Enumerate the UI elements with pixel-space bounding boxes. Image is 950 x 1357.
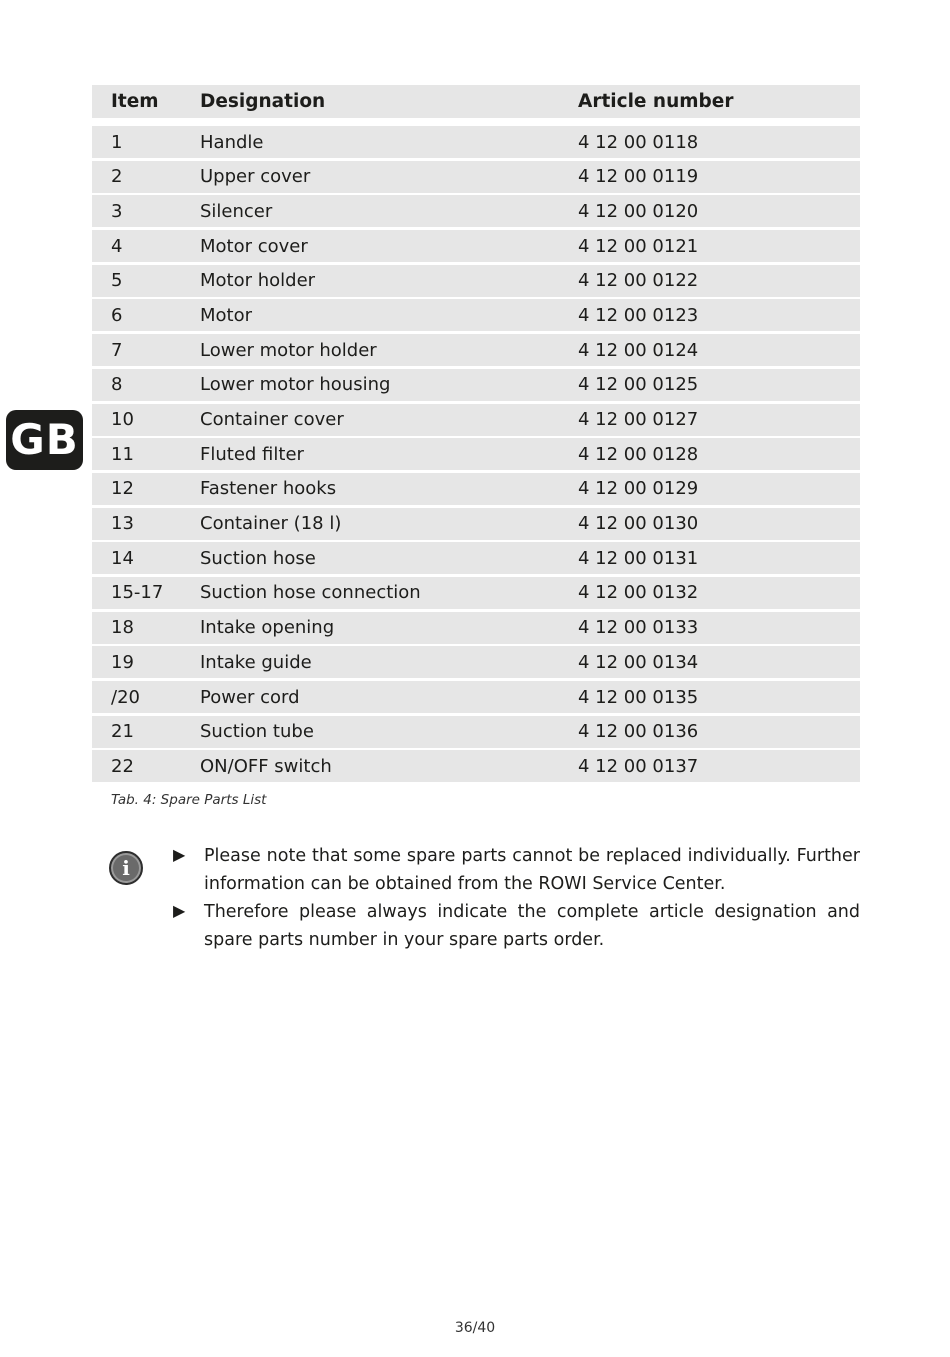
- row-article-number: 4 12 00 0124: [578, 339, 699, 361]
- row-item: 19: [111, 651, 134, 673]
- arrow-bullet-icon: ▶: [173, 901, 186, 920]
- row-designation: Motor holder: [200, 270, 316, 292]
- row-designation: Container (18 l): [200, 513, 342, 535]
- row-item: 5: [111, 270, 123, 292]
- table-row: [92, 612, 860, 644]
- table-row: [92, 750, 860, 782]
- page-number: 36/40: [454, 1320, 496, 1336]
- row-item: 8: [111, 374, 123, 396]
- row-item: 13: [111, 513, 134, 535]
- row-article-number: 4 12 00 0128: [578, 443, 699, 465]
- row-item: 11: [111, 443, 134, 465]
- row-article-number: 4 12 00 0132: [578, 582, 699, 604]
- spare-parts-table: [92, 85, 860, 785]
- row-item: 15-17: [111, 582, 164, 604]
- row-article-number: 4 12 00 0123: [578, 304, 699, 326]
- row-designation: Silencer: [200, 200, 273, 222]
- table-row: [92, 161, 860, 193]
- row-item: 21: [111, 721, 134, 743]
- header-item: Item: [111, 91, 159, 112]
- row-article-number: 4 12 00 0122: [578, 270, 699, 292]
- note-text: Please note that some spare parts cannot be replaced individually. Further information can be obtained from the ROWI Service Center.: [204, 846, 860, 894]
- row-item: 4: [111, 235, 123, 257]
- row-designation: Suction hose: [200, 547, 316, 569]
- row-article-number: 4 12 00 0121: [578, 235, 699, 257]
- table-row: [92, 299, 860, 331]
- table-body: [92, 126, 860, 782]
- row-designation: Suction hose connection: [200, 582, 421, 604]
- row-article-number: 4 12 00 0137: [578, 755, 699, 777]
- arrow-bullet-icon: ▶: [173, 845, 186, 864]
- notes-list: [173, 842, 860, 954]
- row-article-number: 4 12 00 0131: [578, 547, 699, 569]
- table-caption: Tab. 4: Spare Parts List: [111, 792, 267, 808]
- row-article-number: 4 12 00 0119: [578, 166, 699, 188]
- header-designation: Designation: [200, 91, 326, 112]
- row-article-number: 4 12 00 0130: [578, 513, 699, 535]
- row-article-number: 4 12 00 0125: [578, 374, 699, 396]
- row-item: 14: [111, 547, 134, 569]
- note-text: Therefore please always indicate the complete article designation and spare parts number in your spare parts order.: [204, 902, 860, 950]
- row-designation: Motor cover: [200, 235, 308, 257]
- table-row: [92, 126, 860, 158]
- row-item: /20: [111, 686, 140, 708]
- row-item: 2: [111, 166, 123, 188]
- row-article-number: 4 12 00 0135: [578, 686, 699, 708]
- header-article-number: Article number: [578, 91, 734, 112]
- row-designation: Container cover: [200, 409, 344, 430]
- row-article-number: 4 12 00 0133: [578, 617, 699, 639]
- row-designation: Handle: [200, 131, 264, 153]
- row-item: 18: [111, 617, 134, 639]
- row-item: 3: [111, 200, 123, 222]
- row-designation: Intake guide: [200, 651, 312, 673]
- row-item: 10: [111, 409, 134, 430]
- row-designation: ON/OFF switch: [200, 755, 332, 777]
- table-row: [92, 646, 860, 678]
- row-article-number: 4 12 00 0127: [578, 409, 699, 430]
- row-designation: Fluted filter: [200, 443, 304, 465]
- table-row: [92, 404, 860, 436]
- table-row: [92, 681, 860, 713]
- row-article-number: 4 12 00 0120: [578, 200, 699, 222]
- note-item: [173, 842, 860, 898]
- row-designation: Lower motor housing: [200, 374, 391, 396]
- row-designation: Fastener hooks: [200, 478, 337, 500]
- row-article-number: 4 12 00 0118: [578, 131, 699, 153]
- table-row: [92, 265, 860, 297]
- row-article-number: 4 12 00 0136: [578, 721, 699, 743]
- table-header: [92, 85, 860, 118]
- table-row: [92, 369, 860, 401]
- table-row: [92, 230, 860, 262]
- row-article-number: 4 12 00 0134: [578, 651, 699, 673]
- row-designation: Power cord: [200, 686, 300, 708]
- row-designation: Suction tube: [200, 721, 314, 743]
- row-item: 22: [111, 755, 134, 777]
- row-designation: Intake opening: [200, 617, 335, 639]
- row-item: 6: [111, 304, 123, 326]
- table-row: [92, 438, 860, 470]
- language-tab: GB: [6, 410, 83, 470]
- table-row: [92, 508, 860, 540]
- row-designation: Upper cover: [200, 166, 311, 188]
- row-item: 7: [111, 339, 123, 361]
- table-row: [92, 542, 860, 574]
- row-item: 12: [111, 478, 134, 500]
- info-icon: i: [109, 851, 143, 885]
- row-article-number: 4 12 00 0129: [578, 478, 699, 500]
- row-designation: Motor: [200, 304, 253, 326]
- row-designation: Lower motor holder: [200, 339, 377, 361]
- table-row: [92, 577, 860, 609]
- table-row: [92, 716, 860, 748]
- table-row: [92, 473, 860, 505]
- note-item: [173, 898, 860, 954]
- table-row: [92, 334, 860, 366]
- table-row: [92, 195, 860, 227]
- row-item: 1: [111, 131, 123, 153]
